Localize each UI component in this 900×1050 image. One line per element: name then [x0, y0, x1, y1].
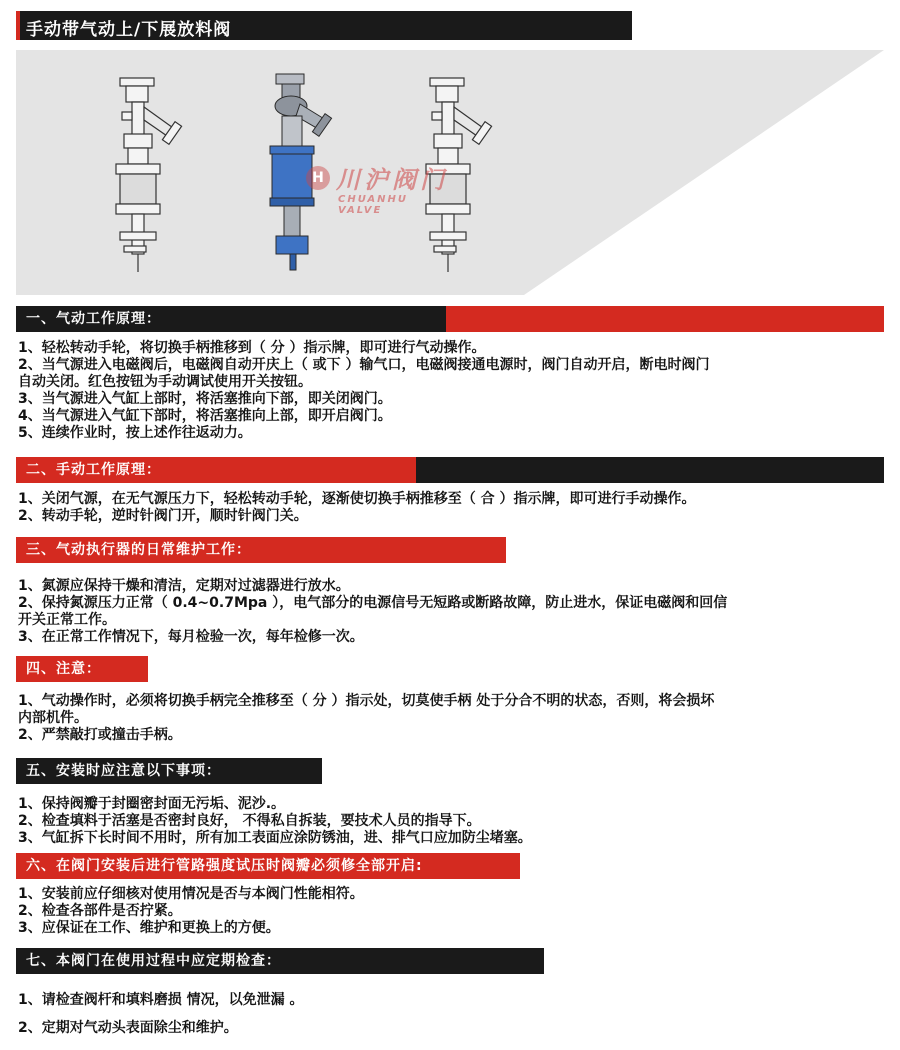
panel-corner-decoration — [524, 50, 884, 295]
section-body-5 — [18, 796, 532, 847]
list-item: 开关正常工作。 — [18, 612, 116, 628]
section-title: 四、注意： — [26, 661, 101, 677]
section-title: 七、本阀门在使用过程中应定期检查： — [26, 953, 281, 969]
list-item: 3、当气源进入气缸上部时，将活塞推向下部，即关闭阀门。 — [18, 391, 392, 407]
list-item: 1、保持阀瓣于封圈密封面无污垢、泥沙.。 — [18, 796, 286, 812]
list-item: 内部机件。 — [18, 710, 88, 726]
list-item: 4、当气源进入气缸下部时，将活塞推向上部，即开启阀门。 — [18, 408, 392, 424]
page-title-bar — [16, 11, 632, 40]
title-accent — [16, 11, 20, 40]
list-item: 1、关闭气源，在无气源压力下，轻松转动手轮，逐渐使切换手柄推移至（ 合 ）指示牌，即可进行手动操作。 — [18, 491, 696, 507]
list-item: 1、轻松转动手轮，将切换手柄推移到（ 分 ）指示牌，即可进行气动操作。 — [18, 340, 486, 356]
section-body-1 — [18, 340, 710, 442]
section-title: 五、安装时应注意以下事项： — [26, 763, 221, 779]
section-heading-3 — [16, 537, 506, 563]
section-body-7 — [18, 986, 304, 1042]
list-item: 1、氮源应保持干燥和清洁，定期对过滤器进行放水。 — [18, 578, 350, 594]
section-heading-5 — [16, 758, 322, 784]
list-item: 1、安装前应仔细核对使用情况是否与本阀门性能相符。 — [18, 886, 364, 902]
section-title: 六、在阀门安装后进行管路强度试压时阀瓣必须修全部开启: — [26, 858, 423, 874]
section-title: 二、手动工作原理： — [26, 462, 161, 478]
section-body-3 — [18, 578, 727, 646]
section-title: 一、气动工作原理： — [26, 311, 161, 327]
list-item: 3、应保证在工作、维护和更换上的方便。 — [18, 920, 280, 936]
list-item: 2、当气源进入电磁阀后，电磁阀自动开庆上（ 或下 ）输气口，电磁阀接通电源时，阀门自动开启，断电时阀门 — [18, 357, 710, 373]
section-heading-2 — [16, 457, 884, 483]
section-heading-4 — [16, 656, 148, 682]
page-title: 手动带气动上/下展放料阀 — [26, 20, 232, 40]
section-title: 三、气动执行器的日常维护工作： — [26, 542, 251, 558]
section-body-6 — [18, 886, 364, 937]
list-item: 2、严禁敲打或撞击手柄。 — [18, 727, 182, 743]
list-item: 2、检查填料于活塞是否密封良好， 不得私自拆装，要技术人员的指导下。 — [18, 813, 481, 829]
brand-logo-icon: H — [306, 166, 330, 190]
list-item: 1、气动操作时，必须将切换手柄完全推移至（ 分 ）指示处，切莫使手柄 处于分合不明的状态，否则，将会损坏 — [18, 693, 715, 709]
list-item: 1、请检查阀杆和填料磨损 情况，以免泄漏 。 — [18, 992, 304, 1008]
list-item: 5、连续作业时，按上述作往返动力。 — [18, 425, 252, 441]
section-body-2 — [18, 491, 696, 525]
section-heading-1 — [16, 306, 884, 332]
list-item: 2、转动手轮，逆时针阀门开，顺时针阀门关。 — [18, 508, 308, 524]
brand-watermark — [306, 160, 456, 220]
list-item: 3、在正常工作情况下，每月检验一次，每年检修一次。 — [18, 629, 364, 645]
list-item: 2、定期对气动头表面除尘和维护。 — [18, 1020, 238, 1036]
list-item: 自动关闭。红色按钮为手动调试使用开关按钮。 — [18, 374, 312, 390]
section-heading-6 — [16, 853, 520, 879]
watermark-cn: 川沪阀门 — [336, 166, 448, 194]
section-heading-7 — [16, 948, 544, 974]
product-image-panel — [16, 50, 884, 295]
list-item: 2、检查各部件是否拧紧。 — [18, 903, 182, 919]
list-item: 2、保持氮源压力正常（ 0.4~0.7Mpa ），电气部分的电源信号无短路或断路故障，防止进水，保证电磁阀和回信 — [18, 595, 728, 611]
watermark-en: CHUANHU VALVE — [338, 194, 408, 216]
list-item: 3、气缸拆下长时间不用时，所有加工表面应涂防锈油，进、排气口应加防尘堵塞。 — [18, 830, 532, 846]
section-body-4 — [18, 693, 714, 744]
valve-drawing-left — [106, 72, 206, 282]
